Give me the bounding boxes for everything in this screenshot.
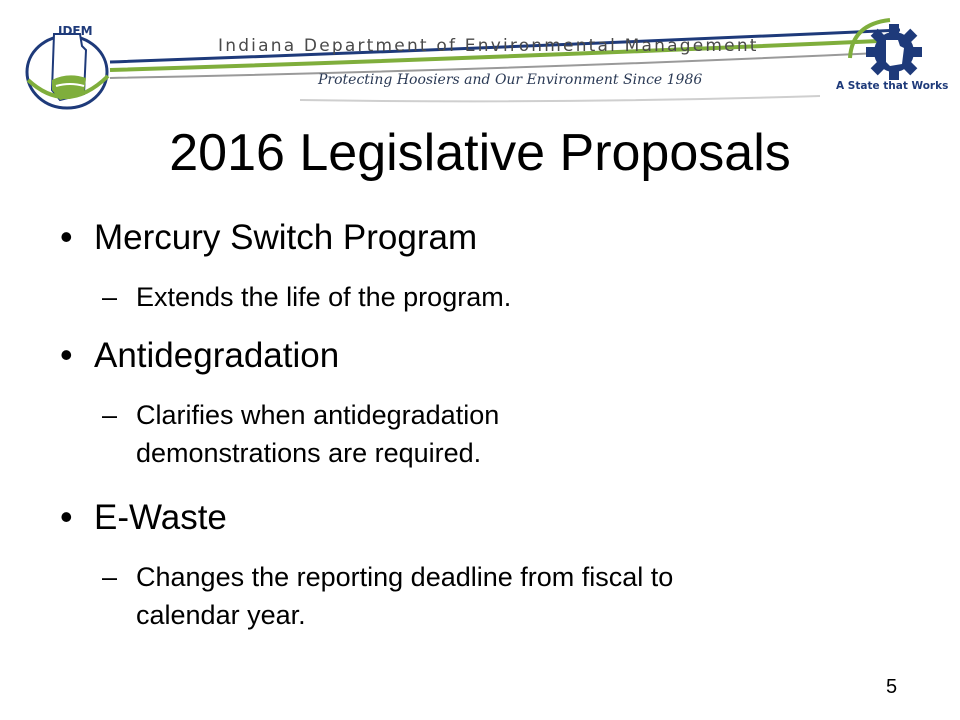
sub-bullet-line: demonstrations are required. — [136, 438, 482, 468]
bullet-marker: • — [60, 496, 73, 537]
bullet-marker: • — [60, 216, 73, 257]
sub-bullet-marker: – — [102, 400, 118, 430]
state-that-works-logo-icon — [842, 18, 942, 108]
sub-bullet-marker: – — [102, 282, 118, 312]
bullet-text: Antidegradation — [94, 336, 340, 375]
bullet-text: E-Waste — [94, 498, 227, 537]
department-name: Indiana Department of Environmental Management — [218, 36, 759, 56]
sub-bullet-text — [136, 396, 896, 472]
page-number: 5 — [886, 676, 898, 698]
state-that-works-text: A State that Works — [836, 80, 949, 92]
sub-bullet-line: Extends the life of the program. — [136, 282, 512, 312]
sub-bullet-line: Changes the reporting deadline from fiscal to — [136, 562, 674, 592]
sub-bullet-text — [136, 558, 896, 634]
bullet-text: Mercury Switch Program — [94, 218, 478, 257]
header-swoosh-graphic — [0, 0, 960, 112]
bullet-marker: • — [60, 334, 73, 375]
sub-bullet-marker: – — [102, 562, 118, 592]
department-tagline: Protecting Hoosiers and Our Environment Since 1986 — [318, 72, 703, 88]
slide-title: 2016 Legislative Proposals — [169, 124, 791, 182]
header-banner — [0, 0, 960, 112]
idem-logo-text: IDEM — [58, 24, 93, 38]
sub-bullet-text — [136, 278, 896, 316]
sub-bullet-line: Clarifies when antidegradation — [136, 400, 500, 430]
sub-bullet-line: calendar year. — [136, 600, 306, 630]
